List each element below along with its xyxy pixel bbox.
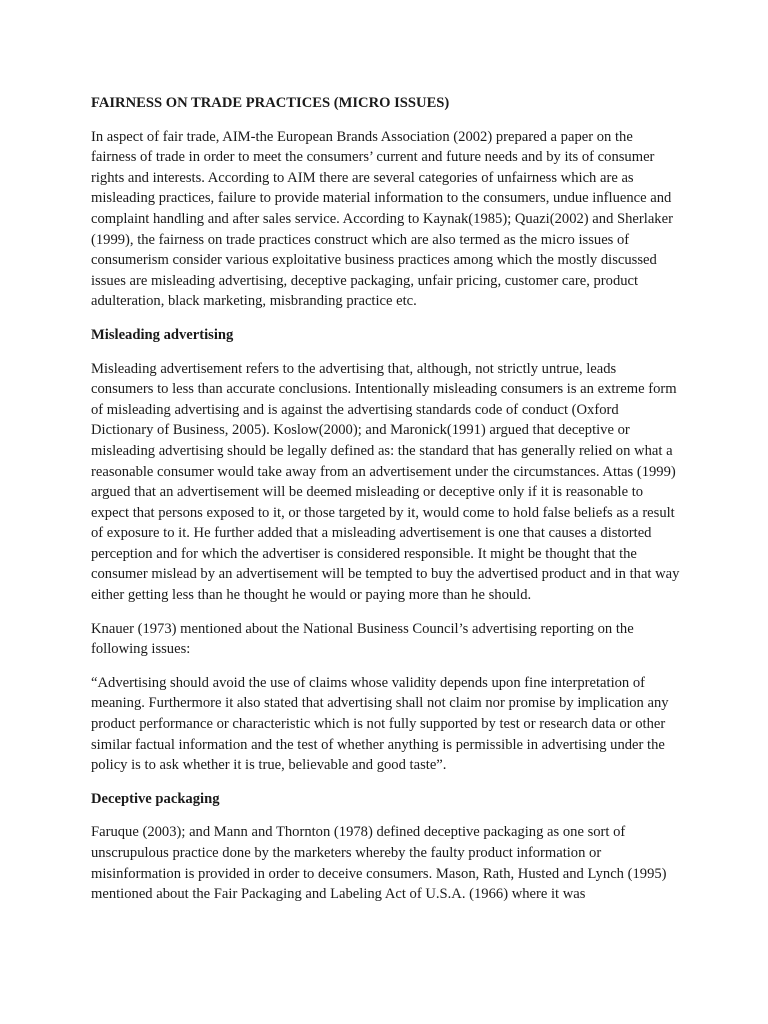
section-heading-misleading-advertising: Misleading advertising <box>91 326 234 343</box>
document-title: FAIRNESS ON TRADE PRACTICES (MICRO ISSUES) <box>91 95 450 111</box>
quote-paragraph: “Advertising should avoid the use of claims whose validity depends upon fine interpretation of meaning. Furthermore it also stated that advertising shall not claim nor promise by implication any product performance or characteristic which is not fully supported by test or research data or other similar factual information and the test of whether anything is permissible in advertising under the policy is to ask whether it is true, believable and good taste”. <box>91 674 669 774</box>
intro-paragraph: In aspect of fair trade, AIM-the European Brands Association (2002) prepared a paper on the fairness of trade in order to meet the consumers’ current and future needs and by its of consumer rights and interests. According to AIM there are several categories of unfairness which are as misleading practices, failure to provide material information to the consumers, undue influence and complaint handling and after sales service. According to Kaynak(1985); Quazi(2002) and Sherlaker (1999), the fairness on trade practices construct which are also termed as the micro issues of consumerism consider various exploitative business practices among which the mostly discussed issues are misleading advertising, deceptive packaging, unfair pricing, customer care, product adulteration, black marketing, misbranding practice etc. <box>91 128 673 310</box>
paragraph: Misleading advertisement refers to the advertising that, although, not strictly untrue, leads consumers to less than accurate conclusions. Intentionally misleading consumers is an extreme form of misleading advertising and is against the advertising standards code of conduct (Oxford Dictionary of Business, 2005). Koslow(2000); and Maronick(1991) argued that deceptive or misleading advertising should be legally defined as: the standard that has generally relied on what a reasonable consumer would take away from an advertisement under the circumstances. Attas (1999) argued that an advertisement will be deemed misleading or deceptive only if it is reasonable to expect that persons exposed to it, or those targeted by it, would come to hold false beliefs as a result of exposure to it. He further added that a misleading advertisement is one that causes a distorted perception and for which the advertiser is considered responsible. It might be thought that the consumer mislead by an advertisement will be tempted to buy the advertised product and in that way either getting less than he thought he would or paying more than he should. <box>91 360 680 604</box>
paragraph: Faruque (2003); and Mann and Thornton (1978) defined deceptive packaging as one sort of unscrupulous practice done by the marketers whereby the faulty product information or misinformation is provided in order to deceive consumers. Mason, Rath, Husted and Lynch (1995) mentioned about the Fair Packaging and Labeling Act of U.S.A. (1966) where it was <box>91 824 667 903</box>
section-heading-deceptive-packaging: Deceptive packaging <box>91 790 220 807</box>
paragraph: Knauer (1973) mentioned about the National Business Council’s advertising reporting on the following issues: <box>91 620 634 658</box>
document-page <box>91 93 681 918</box>
